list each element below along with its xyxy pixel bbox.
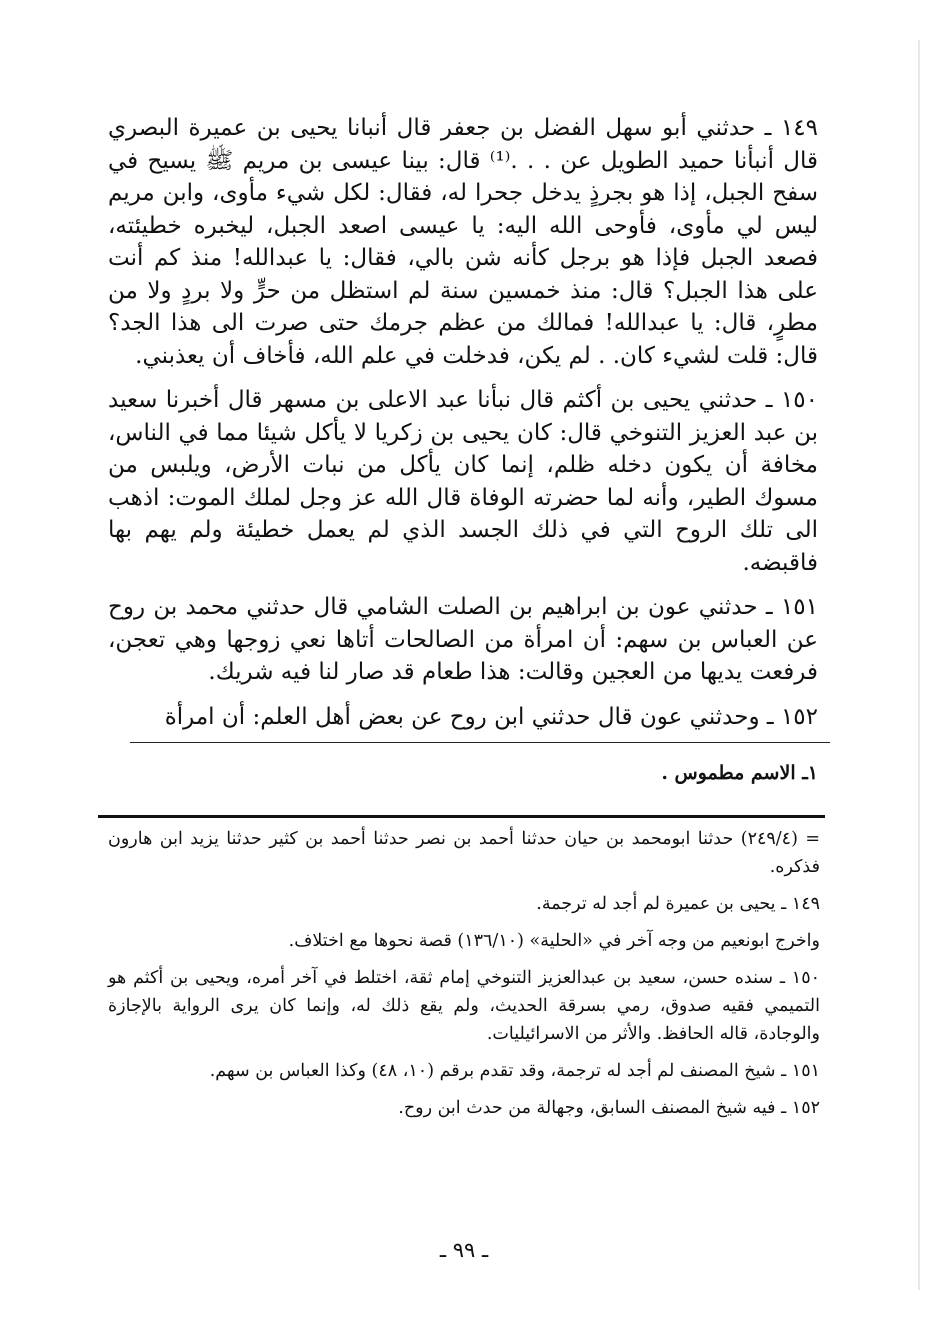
footnote-separator [130,742,830,743]
editor-notes-separator [98,815,825,818]
paragraph-151: ١٥١ ـ حدثني عون بن ابراهيم بن الصلت الشامي قال حدثني محمد بن روح عن العباس بن سهم: أن امرأة من الصالحات أتاها نعي زوجها وهي تعجن، فرفعت يديها من العجين وقالت: هذا طعام قد صار لنا فيه شريك. [108,594,818,685]
note-continuation: = (٢٤٩/٤) حدثنا ابومحمد بن حيان حدثنا أحمد بن نصر حدثنا أحمد بن كثير حدثنا يزيد ابن هارون فذكره. [108,829,820,877]
main-text-block [108,112,818,745]
paragraph-152: ١٥٢ ـ وحدثني عون قال حدثني ابن روح عن بعض أهل العلم: أن امرأة [164,703,818,730]
original-footnote: ١ـ الاسم مطموس . [661,762,818,784]
editor-notes [108,825,820,1131]
paragraph-150: ١٥٠ ـ حدثني يحيى بن أكثم قال نبأنا عبد الاعلى بن مسهر قال أخبرنا سعيد بن عبد العزيز التنوخي قال: كان يحيى بن زكريا لا يأكل شيئا مما في الناس، مخافة أن يكون دخله ظلم، إنما كان يأكل من نبات الأرض، ويلبس من مسوك الطير، وأنه لما حضرته الوفاة قال الله عز وجل لملك الموت: اذهب الى تلك الروح التي في ذلك الجسد الذي لم يعمل خطيئة ولم يهم بها فاقبضه. [108,387,818,576]
page-number: ـ ٩٩ ـ [439,1238,489,1262]
note-152: ١٥٢ ـ فيه شيخ المصنف السابق، وجهالة من حدث ابن روح. [398,1098,820,1118]
note-150: ١٥٠ ـ سنده حسن، سعيد بن عبدالعزيز التنوخي إمام ثقة، اختلط في آخر أمره، ويحيى بن أكثم هو التميمي فقيه صدوق، رمي بسرقة الحديث، ولم يقع ذلك له، وإنما كان يرى الرواية بالإجازة والوجادة، قاله الحافظ. والأثر من الاسرائيليات. [108,968,820,1044]
note-149: ١٤٩ ـ يحيى بن عميرة لم أجد له ترجمة. [536,894,820,914]
paragraph-149: ١٤٩ ـ حدثني أبو سهل الفضل بن جعفر قال أنبانا يحيى بن عميرة البصري قال أنبأنا حميد الطويل عن . . .⁽¹⁾ قال: بينا عيسى بن مريم ﷺ يسيح في سفح الجبل، إذا هو بجرذٍ يدخل جحرا له، فقال: لكل شيء مأوى، وابن مريم ليس لي مأوى، فأوحى الله اليه: يا عيسى اصعد الجبل، ليخبره خطيئته، فصعد الجبل فإذا هو برجل كأنه شن بالي، فقال: يا عبدالله! منذ كم أنت على هذا الجبل؟ قال: منذ خمسين سنة لم استظل من حرٍّ ولا بردٍ ولا من مطرٍ، قال: يا عبدالله! فمالك من عظم جرمك حتى صرت الى هذا الجد؟ قال: قلت لشيء كان. . لم يكن، فدخلت في علم الله، فأخاف أن يعذبني. [108,115,818,369]
note-149-extra: واخرج ابونعيم من وجه آخر في «الحلية» (١٣٦/١٠) قصة نحوها مع اختلاف. [288,931,820,951]
scan-edge-mark [918,40,920,1290]
note-151: ١٥١ ـ شيخ المصنف لم أجد له ترجمة، وقد تقدم برقم (١٠، ٤٨) وكذا العباس بن سهم. [209,1061,820,1081]
